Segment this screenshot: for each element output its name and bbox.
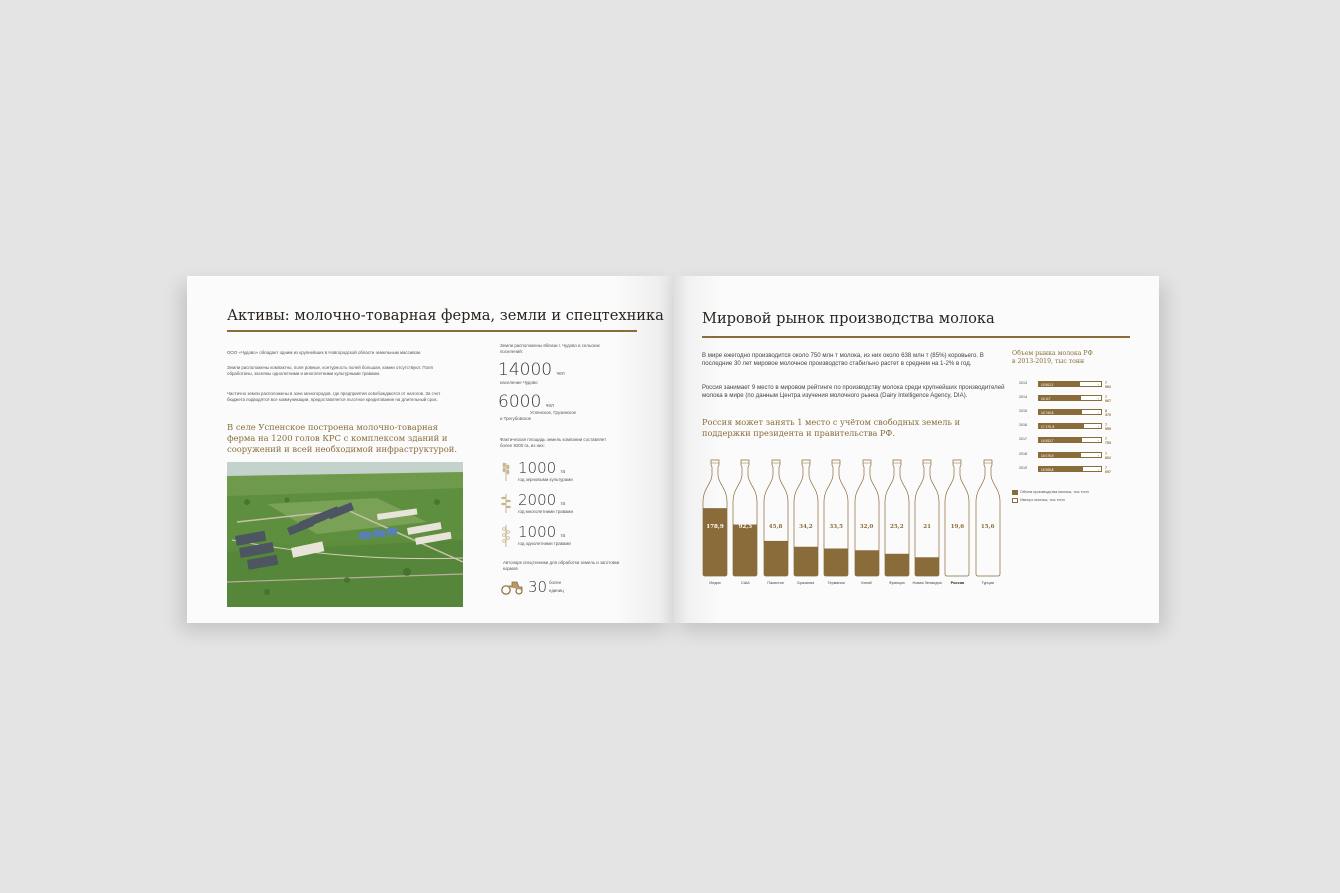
perennial-area-unit: га <box>560 501 566 507</box>
market-production-label: 16 553,7 <box>1041 439 1054 444</box>
bottle-bar <box>914 459 940 577</box>
wheat-icon <box>500 459 512 481</box>
market-total-label: 7 967 <box>1105 395 1111 404</box>
grass-icon <box>500 523 512 547</box>
russia-highlight: Россия может занять 1 место с учётом свободных земель и поддержки президента и правительства РФ. <box>702 417 961 438</box>
market-bar <box>1038 423 1102 429</box>
grain-area-unit: га <box>560 469 566 475</box>
villages-label-2: и Трегубовское <box>500 416 532 421</box>
market-bar <box>1038 409 1102 415</box>
perennial-area-number: 2000 <box>518 491 557 509</box>
bottle-shape <box>732 459 758 577</box>
bottle-fill <box>914 557 940 576</box>
market-year-label: 2019 <box>1019 465 1027 470</box>
area-paragraph: Фактическая площадь земель компании составляет более 8200 га, из них: <box>500 437 607 448</box>
market-bar-fill <box>1039 424 1084 428</box>
chevron-right-icon: › <box>1097 438 1099 444</box>
market-production-label: 16 075,9 <box>1041 453 1054 458</box>
bottle-value-label: 19,6 <box>950 524 965 530</box>
fleet-paragraph: Автопарк спецтехники для обработки земель и заготовки кормов <box>503 560 620 571</box>
world-paragraph: В мире ежегодно производится около 750 млн т молока, из них около 638 млн т (85%) коровьего. В последние 30 лет мировое молочное производство стабильно растет в среднем на 1-2% в год. <box>702 352 984 368</box>
market-total-label: 8 370 <box>1105 409 1111 418</box>
population-number: 14000 <box>498 360 553 380</box>
perennial-area-label: год многолетними травами <box>518 509 573 514</box>
market-year-label: 2014 <box>1019 395 1027 400</box>
annual-area-unit: га <box>560 533 566 539</box>
tractor-icon <box>500 581 524 595</box>
villages-number: 6000 <box>498 392 542 412</box>
market-bar <box>1038 381 1102 387</box>
russia-rank-paragraph: Россия занимает 9 место в мировом рейтинге по производству молока среди крупнейших производителей молока в мире (по данным Центра изучения молочного рынка (Dairy Intelligence Agency, DIA). <box>702 384 1005 400</box>
bottle-fill <box>854 550 880 576</box>
bottle-bar <box>975 459 1001 577</box>
market-bar-fill <box>1039 396 1081 400</box>
bottle-bar <box>884 459 910 577</box>
market-bar-fill <box>1039 382 1080 386</box>
bottle-value-label: 15,6 <box>980 524 995 530</box>
left-page-title: Активы: молочно-товарная ферма, земли и спецтехника <box>227 307 664 324</box>
tax-paragraph: Частично земли расположены в зоне моногородов, где предприятия освобождаются от налогов. За счет бюджета подводятся все коммуникации, предоставляется льготное кредитование на длительный срок. <box>227 391 441 402</box>
bottle-shape <box>914 459 940 577</box>
bottle-category-label: Пакистан <box>767 581 784 585</box>
bottle-bar <box>793 459 819 577</box>
market-bar-fill <box>1039 410 1082 414</box>
bottle-value-label: 32,0 <box>859 524 874 530</box>
villages-stat <box>498 392 554 412</box>
right-page <box>673 276 1159 623</box>
bottle-fill <box>702 508 728 576</box>
bottle-value-label: 92,5 <box>738 524 753 530</box>
bottle-shape <box>944 459 970 577</box>
brochure-spread <box>187 276 1159 623</box>
market-total-label: 7 992 <box>1105 381 1111 389</box>
bottle-bar <box>823 459 849 577</box>
fleet-unit-pieces: единиц <box>549 588 564 593</box>
bottle-value-label: 178,9 <box>706 524 724 530</box>
bottle-category-label: Китай <box>861 581 872 585</box>
market-bar <box>1038 466 1102 472</box>
farm-aerial-photo <box>227 462 463 607</box>
farm-highlight: В селе Успенское построена молочно-товарная ферма на 1200 голов КРС с комплексом зданий и сооружений и всей необходимой инфраструктурой. <box>227 422 458 454</box>
fleet-number: 30 <box>528 578 548 596</box>
chevron-right-icon: › <box>1097 410 1099 416</box>
legend-import-swatch <box>1012 498 1018 503</box>
bottle-shape <box>793 459 819 577</box>
fleet-unit-more: более <box>549 580 562 585</box>
farm-aerial-image <box>227 462 463 607</box>
right-page-title: Мировой рынок производства молока <box>702 310 995 327</box>
market-chart-title-1: Объем рынка молока РФ <box>1012 350 1093 357</box>
bottle-bar <box>944 459 970 577</box>
market-production-label: 16 117 <box>1041 397 1051 402</box>
market-year-label: 2013 <box>1019 381 1027 385</box>
bottle-shape <box>884 459 910 577</box>
bottle-bar <box>702 459 728 577</box>
legend-import-label: Импорт молока, тыс тонн <box>1020 498 1065 502</box>
market-year-label: 2018 <box>1019 451 1027 456</box>
market-production-label: 16 740,8 <box>1041 411 1054 416</box>
bottle-bar <box>854 459 880 577</box>
bottle-value-label: 21 <box>923 524 931 530</box>
chevron-right-icon: › <box>1097 424 1099 430</box>
market-bar-fill <box>1039 453 1081 457</box>
bottle-shape <box>975 459 1001 577</box>
market-year-label: 2015 <box>1019 409 1027 414</box>
market-total-label: 7 697 <box>1105 465 1111 474</box>
bottle-category-label: Новая Зеландия <box>912 581 942 585</box>
chevron-right-icon: › <box>1097 452 1099 458</box>
bottle-fill <box>823 549 849 576</box>
market-production-label: 17 175, 8 <box>1041 425 1055 430</box>
villages-unit: чел <box>545 403 554 409</box>
bottle-shape <box>763 459 789 577</box>
herb-icon <box>500 491 512 513</box>
bottle-category-label: Германия <box>827 581 845 585</box>
annual-area-number: 1000 <box>518 523 557 541</box>
bottle-value-label: 45,8 <box>768 524 783 530</box>
grain-area-label: год зерновыми культурами <box>518 477 573 482</box>
bottle-category-label: Турция <box>981 581 994 585</box>
population-label: население Чудово <box>500 380 538 385</box>
market-bar <box>1038 395 1102 401</box>
bottle-value-label: 33,5 <box>829 524 843 530</box>
bottle-fill <box>793 547 819 576</box>
market-total-label: 7 802 <box>1105 451 1111 460</box>
bottle-category-label: Россия <box>950 581 965 585</box>
intro-paragraph: ООО «Чудово» обладает одним из крупнейших в Новгородской области земельным массивом. <box>227 350 422 355</box>
right-title-rule <box>702 336 1130 338</box>
market-total-label: 7 753 <box>1105 437 1111 446</box>
bottle-category-label: Бразилия <box>797 581 815 585</box>
market-chart-title-2: в 2013-2019, тыс тонн <box>1012 358 1085 365</box>
left-page <box>187 276 673 623</box>
left-title-rule <box>227 330 637 332</box>
lands-paragraph: Земли расположены компактно, поля ровные, контурность полей большая, камни отсутствуют. Поля обработаны, засеяны однолетними и многолетними культурными травами. <box>227 365 433 376</box>
market-production-label: 15 863,2 <box>1041 383 1054 387</box>
bottle-fill <box>763 541 789 576</box>
grain-area-number: 1000 <box>518 459 557 477</box>
bottle-fill <box>732 525 758 576</box>
bottle-value-label: 25,2 <box>889 524 904 530</box>
bottle-fill <box>884 554 910 576</box>
bottle-category-label: Франция <box>889 581 905 585</box>
market-total-label: 7 959 <box>1105 423 1111 432</box>
villages-label-1: Успенское, Грузинское <box>530 410 577 415</box>
market-bar <box>1038 452 1102 458</box>
market-bar-fill <box>1039 467 1083 471</box>
bottle-value-label: 34,2 <box>799 524 813 530</box>
location-intro: Земли расположены вблизи г. Чудово и сельских поселений: <box>500 343 600 354</box>
chevron-right-icon: › <box>1097 396 1099 402</box>
market-year-label: 2016 <box>1019 423 1027 428</box>
bottle-bar <box>732 459 758 577</box>
market-production-label: 16 968,8 <box>1041 467 1054 472</box>
legend-production-label: Объем производства молока, тыс тонн <box>1020 490 1089 494</box>
chevron-right-icon: › <box>1097 382 1099 387</box>
legend-production-swatch <box>1012 490 1018 495</box>
market-bar-fill <box>1039 438 1082 442</box>
bottle-shape <box>854 459 880 577</box>
market-bar <box>1038 437 1102 443</box>
market-year-label: 2017 <box>1019 437 1027 442</box>
population-stat <box>498 360 565 380</box>
bottle-shape <box>823 459 849 577</box>
bottle-bar <box>763 459 789 577</box>
bottle-shape <box>702 459 728 577</box>
bottle-category-label: Индия <box>709 581 721 585</box>
chevron-right-icon: › <box>1097 466 1099 472</box>
bottle-category-label: США <box>740 581 750 585</box>
population-unit: чел <box>556 371 565 377</box>
annual-area-label: год однолетними травами <box>518 541 571 546</box>
